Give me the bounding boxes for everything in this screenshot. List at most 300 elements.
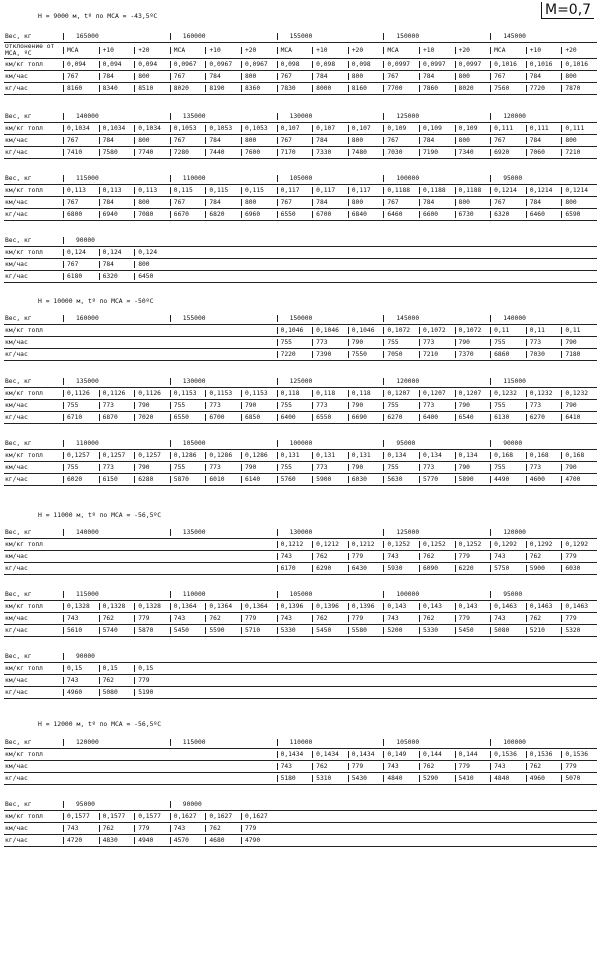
table-cell: 0,1046	[312, 327, 348, 334]
table-cell: 0,098	[277, 61, 313, 68]
table-cell: МСА	[383, 47, 419, 54]
table-cell: 0,131	[312, 452, 348, 459]
altitude-header: H = 12000 м, tº по МСА = -56,5ºC	[38, 720, 162, 728]
table-row	[4, 59, 597, 71]
table-cell: 790	[241, 402, 277, 409]
table-cell: 743	[383, 763, 419, 770]
table-row	[4, 271, 597, 283]
table-cell: 0,1463	[526, 603, 562, 610]
table-cell: 784	[99, 261, 135, 268]
table-cell: 767	[490, 137, 526, 144]
table-cell: 0,1627	[205, 813, 241, 820]
table-cell: 6410	[561, 414, 597, 421]
table-cell: 8360	[241, 85, 277, 92]
table-cell: 790	[561, 402, 597, 409]
table-cell: 7210	[561, 149, 597, 156]
table-cell: 0,107	[277, 125, 313, 132]
table-cell: 0,1577	[134, 813, 170, 820]
weight-table	[4, 172, 597, 221]
table-cell: 767	[383, 199, 419, 206]
table-cell: 6450	[134, 273, 170, 280]
table-row	[4, 325, 597, 337]
table-cell: 7030	[526, 351, 562, 358]
weight-value: 95000	[383, 440, 425, 447]
table-cell: 0,1232	[526, 390, 562, 397]
table-cell: 0,115	[170, 187, 206, 194]
table-cell: 784	[312, 73, 348, 80]
row-label: кг/час	[5, 627, 28, 634]
altitude-header: H = 11000 м, tº по МСА = -56,5ºC	[38, 511, 162, 519]
table-cell: 755	[170, 402, 206, 409]
table-cell: 6130	[490, 414, 526, 421]
table-cell: 0,15	[99, 665, 135, 672]
weight-table	[4, 736, 597, 785]
table-cell: 7340	[455, 149, 491, 156]
weight-table	[4, 437, 597, 486]
table-cell: 0,1328	[63, 603, 99, 610]
table-cell: 800	[241, 137, 277, 144]
table-cell: 773	[99, 402, 135, 409]
table-cell: 0,134	[383, 452, 419, 459]
table-cell: 0,1207	[383, 390, 419, 397]
table-row	[4, 773, 597, 785]
weight-value: 135000	[170, 113, 212, 120]
table-cell: 0,1207	[455, 390, 491, 397]
weight-table	[4, 588, 597, 637]
weight-value: 145000	[490, 33, 532, 40]
table-cell: 0,1214	[490, 187, 526, 194]
weight-value: 100000	[383, 591, 425, 598]
weight-table	[4, 234, 597, 283]
table-cell: 762	[99, 825, 135, 832]
table-cell: 0,144	[419, 751, 455, 758]
table-cell: +20	[348, 47, 384, 54]
table-cell: 773	[312, 464, 348, 471]
table-cell: 0,0997	[419, 61, 455, 68]
table-cell: 5890	[455, 476, 491, 483]
weight-row	[4, 526, 597, 539]
table-cell: 800	[134, 199, 170, 206]
table-cell: 6460	[526, 211, 562, 218]
weight-value: 105000	[383, 739, 425, 746]
weight-row	[4, 172, 597, 185]
table-cell: 0,1364	[241, 603, 277, 610]
table-cell: 0,144	[455, 751, 491, 758]
table-cell: 5080	[490, 627, 526, 634]
table-cell: 6280	[134, 476, 170, 483]
table-cell: 784	[526, 137, 562, 144]
table-cell: 800	[348, 137, 384, 144]
table-row	[4, 687, 597, 699]
table-cell: 762	[419, 553, 455, 560]
table-cell: 6020	[63, 476, 99, 483]
table-cell: +10	[312, 47, 348, 54]
table-cell: 0,117	[312, 187, 348, 194]
table-cell: 4720	[63, 837, 99, 844]
row-label: Вес, кг	[5, 800, 32, 808]
table-cell: 6170	[277, 565, 313, 572]
table-cell: 0,1188	[455, 187, 491, 194]
row-label: Вес, кг	[5, 439, 32, 447]
table-cell: 784	[526, 199, 562, 206]
table-cell: 784	[419, 199, 455, 206]
weight-value: 125000	[383, 529, 425, 536]
row-label: Отклонение от МСА, ºC	[5, 44, 55, 57]
table-cell: 0,1016	[526, 61, 562, 68]
table-row	[4, 259, 597, 271]
table-cell: 743	[490, 615, 526, 622]
table-cell: 779	[561, 763, 597, 770]
table-cell: 7860	[419, 85, 455, 92]
table-cell: 5870	[134, 627, 170, 634]
row-label: км/час	[5, 339, 28, 346]
table-cell: +20	[241, 47, 277, 54]
table-cell: 0,109	[455, 125, 491, 132]
row-label: Вес, кг	[5, 590, 32, 598]
table-row	[4, 613, 597, 625]
table-cell: 0,1153	[170, 390, 206, 397]
table-cell: 5900	[526, 565, 562, 572]
table-cell: 743	[277, 615, 313, 622]
table-cell: +20	[134, 47, 170, 54]
row-label: кг/час	[5, 775, 28, 782]
table-cell: 0,1046	[277, 327, 313, 334]
weight-value: 165000	[63, 33, 105, 40]
table-cell: 0,117	[277, 187, 313, 194]
table-cell: 7370	[455, 351, 491, 358]
table-cell: 7700	[383, 85, 419, 92]
table-row	[4, 749, 597, 761]
table-cell: 0,1463	[561, 603, 597, 610]
table-cell: 767	[490, 73, 526, 80]
weight-value: 100000	[490, 739, 532, 746]
table-cell: 762	[205, 825, 241, 832]
weight-value: 160000	[170, 33, 212, 40]
table-row	[4, 625, 597, 637]
table-cell: 0,1212	[312, 541, 348, 548]
table-cell: 5410	[455, 775, 491, 782]
table-row	[4, 43, 597, 59]
table-cell: 0,1328	[134, 603, 170, 610]
table-cell: 0,149	[383, 751, 419, 758]
table-cell: 779	[561, 615, 597, 622]
table-cell: 5320	[561, 627, 597, 634]
table-row	[4, 811, 597, 823]
row-label: км/кг топл	[5, 452, 43, 459]
table-cell: 773	[205, 464, 241, 471]
table-cell: 0,0967	[241, 61, 277, 68]
weight-row	[4, 588, 597, 601]
table-cell: 5080	[99, 689, 135, 696]
table-cell: 784	[99, 199, 135, 206]
weight-value: 90000	[170, 801, 212, 808]
table-cell: 0,1292	[490, 541, 526, 548]
table-cell: 0,1153	[241, 390, 277, 397]
table-cell: 767	[383, 73, 419, 80]
weight-value: 120000	[490, 529, 532, 536]
table-cell: 7830	[277, 85, 313, 92]
table-cell: 0,1577	[63, 813, 99, 820]
weight-value: 130000	[277, 113, 319, 120]
table-cell: 773	[526, 464, 562, 471]
table-cell: 0,1016	[490, 61, 526, 68]
row-label: Вес, кг	[5, 377, 32, 385]
weight-row	[4, 798, 597, 811]
table-row	[4, 823, 597, 835]
table-cell: 773	[99, 464, 135, 471]
table-cell: 800	[134, 137, 170, 144]
table-cell: 0,113	[134, 187, 170, 194]
table-cell: 767	[63, 199, 99, 206]
table-cell: 5290	[419, 775, 455, 782]
table-cell: 800	[455, 73, 491, 80]
weight-value: 140000	[490, 315, 532, 322]
table-cell: 5190	[134, 689, 170, 696]
table-cell: 0,1212	[348, 541, 384, 548]
table-cell: 755	[277, 464, 313, 471]
table-cell: 0,109	[383, 125, 419, 132]
table-row	[4, 563, 597, 575]
table-cell: 6180	[63, 273, 99, 280]
table-cell: 779	[134, 825, 170, 832]
table-cell: 0,1328	[99, 603, 135, 610]
table-cell: 0,124	[134, 249, 170, 256]
table-cell: 800	[561, 199, 597, 206]
table-cell: 0,11	[490, 327, 526, 334]
weight-value: 140000	[63, 113, 105, 120]
table-cell: 6600	[419, 211, 455, 218]
table-cell: 0,1292	[561, 541, 597, 548]
table-cell: 0,15	[63, 665, 99, 672]
weight-value: 100000	[383, 175, 425, 182]
table-cell: 6090	[419, 565, 455, 572]
table-cell: 6920	[490, 149, 526, 156]
weight-table	[4, 110, 597, 159]
table-cell: 790	[348, 402, 384, 409]
table-cell: 0,1286	[170, 452, 206, 459]
table-cell: 743	[63, 677, 99, 684]
row-label: км/час	[5, 825, 28, 832]
table-cell: 0,1072	[455, 327, 491, 334]
table-cell: 5870	[170, 476, 206, 483]
weight-value: 120000	[63, 739, 105, 746]
table-cell: 6590	[561, 211, 597, 218]
table-row	[4, 551, 597, 563]
row-label: км/кг топл	[5, 249, 43, 256]
table-cell: 5630	[383, 476, 419, 483]
table-cell: 743	[170, 615, 206, 622]
table-cell: 4830	[99, 837, 135, 844]
weight-value: 115000	[63, 591, 105, 598]
table-cell: 767	[383, 137, 419, 144]
table-cell: 0,1207	[419, 390, 455, 397]
table-row	[4, 83, 597, 95]
table-cell: 0,131	[348, 452, 384, 459]
table-cell: 784	[419, 73, 455, 80]
table-cell: 0,168	[526, 452, 562, 459]
table-cell: 6700	[312, 211, 348, 218]
table-cell: 784	[526, 73, 562, 80]
table-cell: 762	[419, 763, 455, 770]
table-cell: 790	[455, 464, 491, 471]
weight-value: 110000	[170, 175, 212, 182]
table-cell: 779	[241, 825, 277, 832]
row-label: Вес, кг	[5, 652, 32, 660]
table-cell: 7050	[383, 351, 419, 358]
table-cell: 767	[277, 199, 313, 206]
table-row	[4, 474, 597, 486]
table-cell: 6670	[170, 211, 206, 218]
table-cell: 6400	[419, 414, 455, 421]
table-cell: 790	[134, 402, 170, 409]
weight-value: 110000	[63, 440, 105, 447]
table-cell: 779	[134, 615, 170, 622]
weight-row	[4, 110, 597, 123]
table-cell: 6150	[99, 476, 135, 483]
table-cell: 7580	[99, 149, 135, 156]
table-cell: 790	[348, 464, 384, 471]
row-label: кг/час	[5, 85, 28, 92]
table-cell: 7180	[561, 351, 597, 358]
row-label: Вес, кг	[5, 528, 32, 536]
table-cell: 755	[490, 402, 526, 409]
table-cell: 779	[455, 615, 491, 622]
weight-value: 105000	[277, 175, 319, 182]
table-cell: 5200	[383, 627, 419, 634]
row-label: км/час	[5, 677, 28, 684]
table-cell: 5590	[205, 627, 241, 634]
table-cell: 4570	[170, 837, 206, 844]
weight-table	[4, 30, 597, 95]
table-cell: 790	[134, 464, 170, 471]
table-cell: 773	[312, 339, 348, 346]
weight-value: 100000	[277, 440, 319, 447]
table-cell: 767	[277, 137, 313, 144]
row-label: кг/час	[5, 149, 28, 156]
weight-table	[4, 526, 597, 575]
row-label: км/кг топл	[5, 327, 43, 334]
weight-value: 125000	[383, 113, 425, 120]
weight-value: 115000	[490, 378, 532, 385]
table-cell: 6550	[277, 211, 313, 218]
table-cell: 784	[205, 199, 241, 206]
table-cell: 743	[277, 763, 313, 770]
table-cell: 5070	[561, 775, 597, 782]
table-cell: 6430	[348, 565, 384, 572]
table-cell: 755	[490, 339, 526, 346]
table-cell: 8020	[170, 85, 206, 92]
table-cell: 0,111	[490, 125, 526, 132]
row-label: км/кг топл	[5, 61, 43, 68]
table-cell: 0,117	[348, 187, 384, 194]
table-cell: 0,15	[134, 665, 170, 672]
weight-table	[4, 375, 597, 424]
table-cell: 773	[419, 464, 455, 471]
table-cell: 755	[383, 464, 419, 471]
table-cell: 784	[419, 137, 455, 144]
table-cell: 7190	[419, 149, 455, 156]
table-cell: 784	[205, 73, 241, 80]
table-row	[4, 247, 597, 259]
table-cell: 4680	[205, 837, 241, 844]
table-cell: 6010	[205, 476, 241, 483]
weight-row	[4, 312, 597, 325]
table-cell: 7550	[348, 351, 384, 358]
table-row	[4, 135, 597, 147]
row-label: Вес, кг	[5, 738, 32, 746]
weight-row	[4, 234, 597, 247]
table-cell: 762	[526, 615, 562, 622]
weight-row	[4, 375, 597, 388]
table-row	[4, 835, 597, 847]
table-cell: 0,1627	[170, 813, 206, 820]
table-cell: 6960	[241, 211, 277, 218]
table-cell: 6690	[348, 414, 384, 421]
weight-value: 140000	[63, 529, 105, 536]
table-cell: 6460	[383, 211, 419, 218]
table-cell: 7030	[383, 149, 419, 156]
altitude-header: H = 9000 м, tº по МСА = -43,5ºC	[38, 12, 158, 20]
table-cell: 755	[383, 339, 419, 346]
table-cell: 743	[170, 825, 206, 832]
table-cell: 0,1396	[348, 603, 384, 610]
table-cell: 0,1434	[312, 751, 348, 758]
row-label: Вес, кг	[5, 174, 32, 182]
table-cell: 800	[241, 73, 277, 80]
table-cell: 5450	[170, 627, 206, 634]
table-cell: 0,143	[383, 603, 419, 610]
table-row	[4, 185, 597, 197]
table-cell: 773	[526, 402, 562, 409]
table-cell: 779	[241, 615, 277, 622]
table-cell: МСА	[170, 47, 206, 54]
table-cell: 0,1053	[241, 125, 277, 132]
table-cell: 800	[561, 137, 597, 144]
row-label: км/кг топл	[5, 390, 43, 397]
table-cell: 762	[312, 553, 348, 560]
row-label: км/кг топл	[5, 751, 43, 758]
table-cell: 6220	[455, 565, 491, 572]
table-cell: 6840	[348, 211, 384, 218]
table-cell: 0,1072	[383, 327, 419, 334]
table-cell: 8160	[63, 85, 99, 92]
table-cell: 0,1252	[419, 541, 455, 548]
table-cell: 6860	[490, 351, 526, 358]
table-cell: +10	[419, 47, 455, 54]
row-label: кг/час	[5, 689, 28, 696]
table-cell: 6800	[63, 211, 99, 218]
table-cell: 0,1364	[205, 603, 241, 610]
table-cell: 0,168	[490, 452, 526, 459]
table-cell: 4940	[134, 837, 170, 844]
table-cell: 762	[526, 763, 562, 770]
table-cell: 743	[490, 763, 526, 770]
weight-row	[4, 650, 597, 663]
table-cell: 6030	[561, 565, 597, 572]
table-cell: 5430	[348, 775, 384, 782]
table-cell: 8190	[205, 85, 241, 92]
table-cell: 767	[170, 73, 206, 80]
table-cell: 0,11	[526, 327, 562, 334]
table-cell: 0,118	[348, 390, 384, 397]
table-cell: 8160	[348, 85, 384, 92]
table-cell: 784	[99, 73, 135, 80]
table-cell: 767	[63, 73, 99, 80]
row-label: км/час	[5, 199, 28, 206]
table-cell: 0,1286	[241, 452, 277, 459]
table-cell: 6850	[241, 414, 277, 421]
table-cell: 800	[134, 261, 170, 268]
